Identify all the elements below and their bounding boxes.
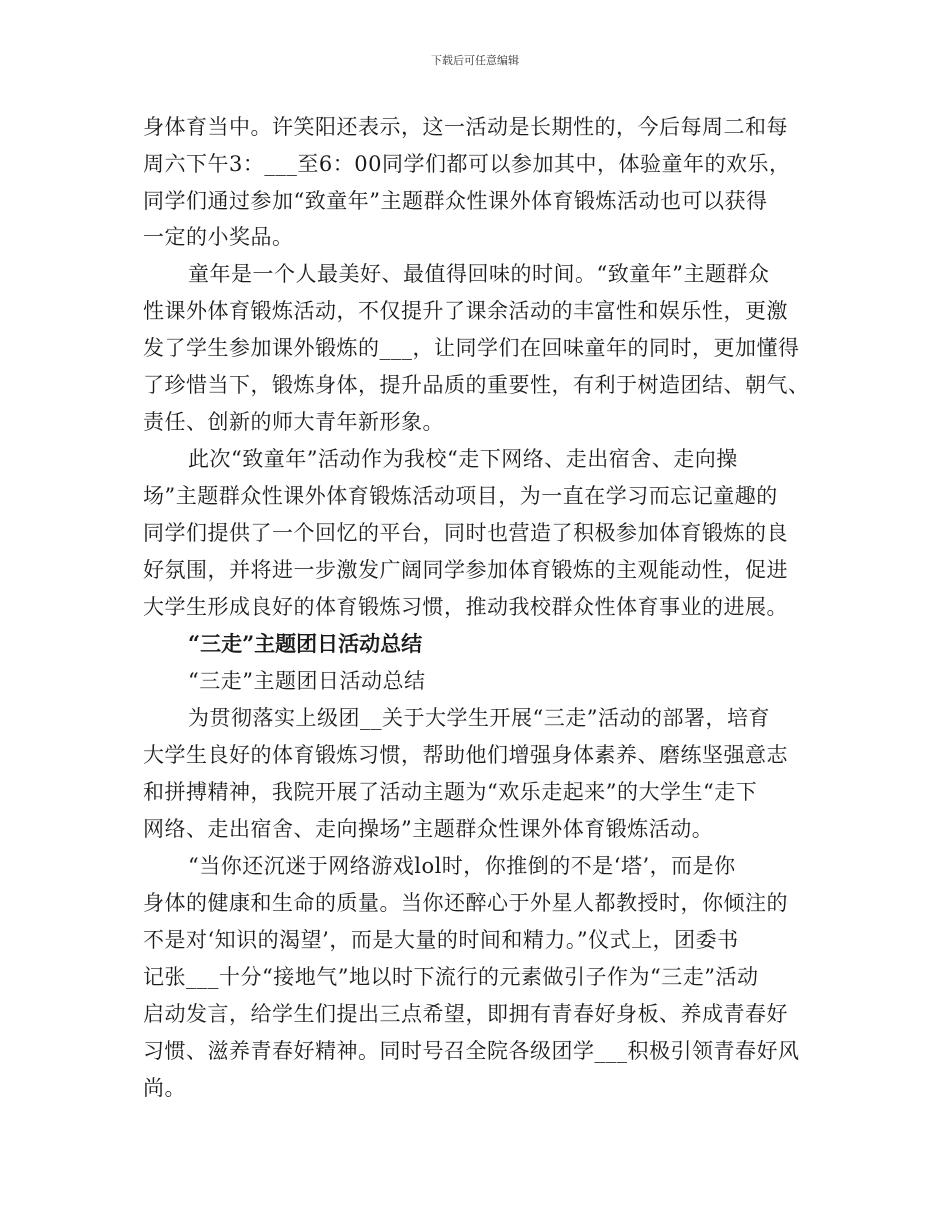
paragraph-first-line: 此次“致童年”活动作为我校“走下网络、走出宿舍、走向操 <box>188 447 738 471</box>
text-line: 同学们通过参加“致童年”主题群众性课外体育锻炼活动也可以获得 <box>143 189 768 213</box>
text-line: 同学们提供了一个回忆的平台，同时也营造了积极参加体育锻炼的良 <box>143 521 788 545</box>
text-line: 了珍惜当下，锻炼身体，提升品质的重要性，有利于树造团结、朝气、 <box>143 373 810 397</box>
text-line: 启动发言，给学生们提出三点希望，即拥有青春好身板、养成青春好 <box>143 1002 788 1026</box>
text-line: 习惯、滋养青春好精神。同时号召全院各级团学___积极引领青春好风 <box>143 1039 800 1063</box>
subtitle: “三走”主题团日活动总结 <box>188 669 426 693</box>
text-line: 大学生良好的体育锻炼习惯，帮助他们增强身体素养、磨练坚强意志 <box>143 743 788 767</box>
text-line: 周六下午3：___至6：00同学们都可以参加其中，体验童年的欢乐， <box>143 152 791 176</box>
text-line: 身体的健康和生命的质量。当你还醉心于外星人都教授时，你倾注的 <box>143 891 788 915</box>
text-line: 好氛围，并将进一步激发广阔同学参加体育锻炼的主观能动性，促进 <box>143 558 788 582</box>
text-line: 大学生形成良好的体育锻炼习惯，推动我校群众性体育事业的进展。 <box>143 595 788 619</box>
text-line: 场”主题群众性课外体育锻炼活动项目，为一直在学习而忘记童趣的 <box>143 484 778 508</box>
text-line: 网络、走出宿舍、走向操场”主题群众性课外体育锻炼活动。 <box>143 817 714 841</box>
paragraph-first-line: 童年是一个人最美好、最值得回味的时间。“致童年”主题群众 <box>188 262 770 286</box>
text-line: 责任、创新的师大青年新形象。 <box>143 410 444 434</box>
text-line: 不是对‘知识的渴望’，而是大量的时间和精力。”仪式上，团委书 <box>143 928 739 952</box>
text-line: 性课外体育锻炼活动，不仅提升了课余活动的丰富性和娱乐性，更激 <box>143 299 788 323</box>
text-line: 身体育当中。许笑阳还表示，这一活动是长期性的，今后每周二和每 <box>143 115 788 139</box>
text-line: 和拼搏精神，我院开展了活动主题为“欢乐走起来”的大学生“走下 <box>143 780 758 804</box>
paragraph-first-line: “当你还沉迷于网络游戏lol时，你推倒的不是‘塔’，而是你 <box>188 854 736 878</box>
page-header: 下载后可任意编辑 <box>431 54 519 67</box>
section-heading: “三走”主题团日活动总结 <box>188 631 423 656</box>
text-line: 记张___十分“接地气”地以时下流行的元素做引子作为“三走”活动 <box>143 965 759 989</box>
paragraph-first-line: 为贯彻落实上级团__关于大学生开展“三走”活动的部署，培育 <box>188 706 770 730</box>
text-line: 尚。 <box>143 1076 186 1100</box>
text-line: 一定的小奖品。 <box>143 225 294 249</box>
text-line: 发了学生参加课外锻炼的___，让同学们在回味童年的同时，更加懂得 <box>143 336 800 360</box>
